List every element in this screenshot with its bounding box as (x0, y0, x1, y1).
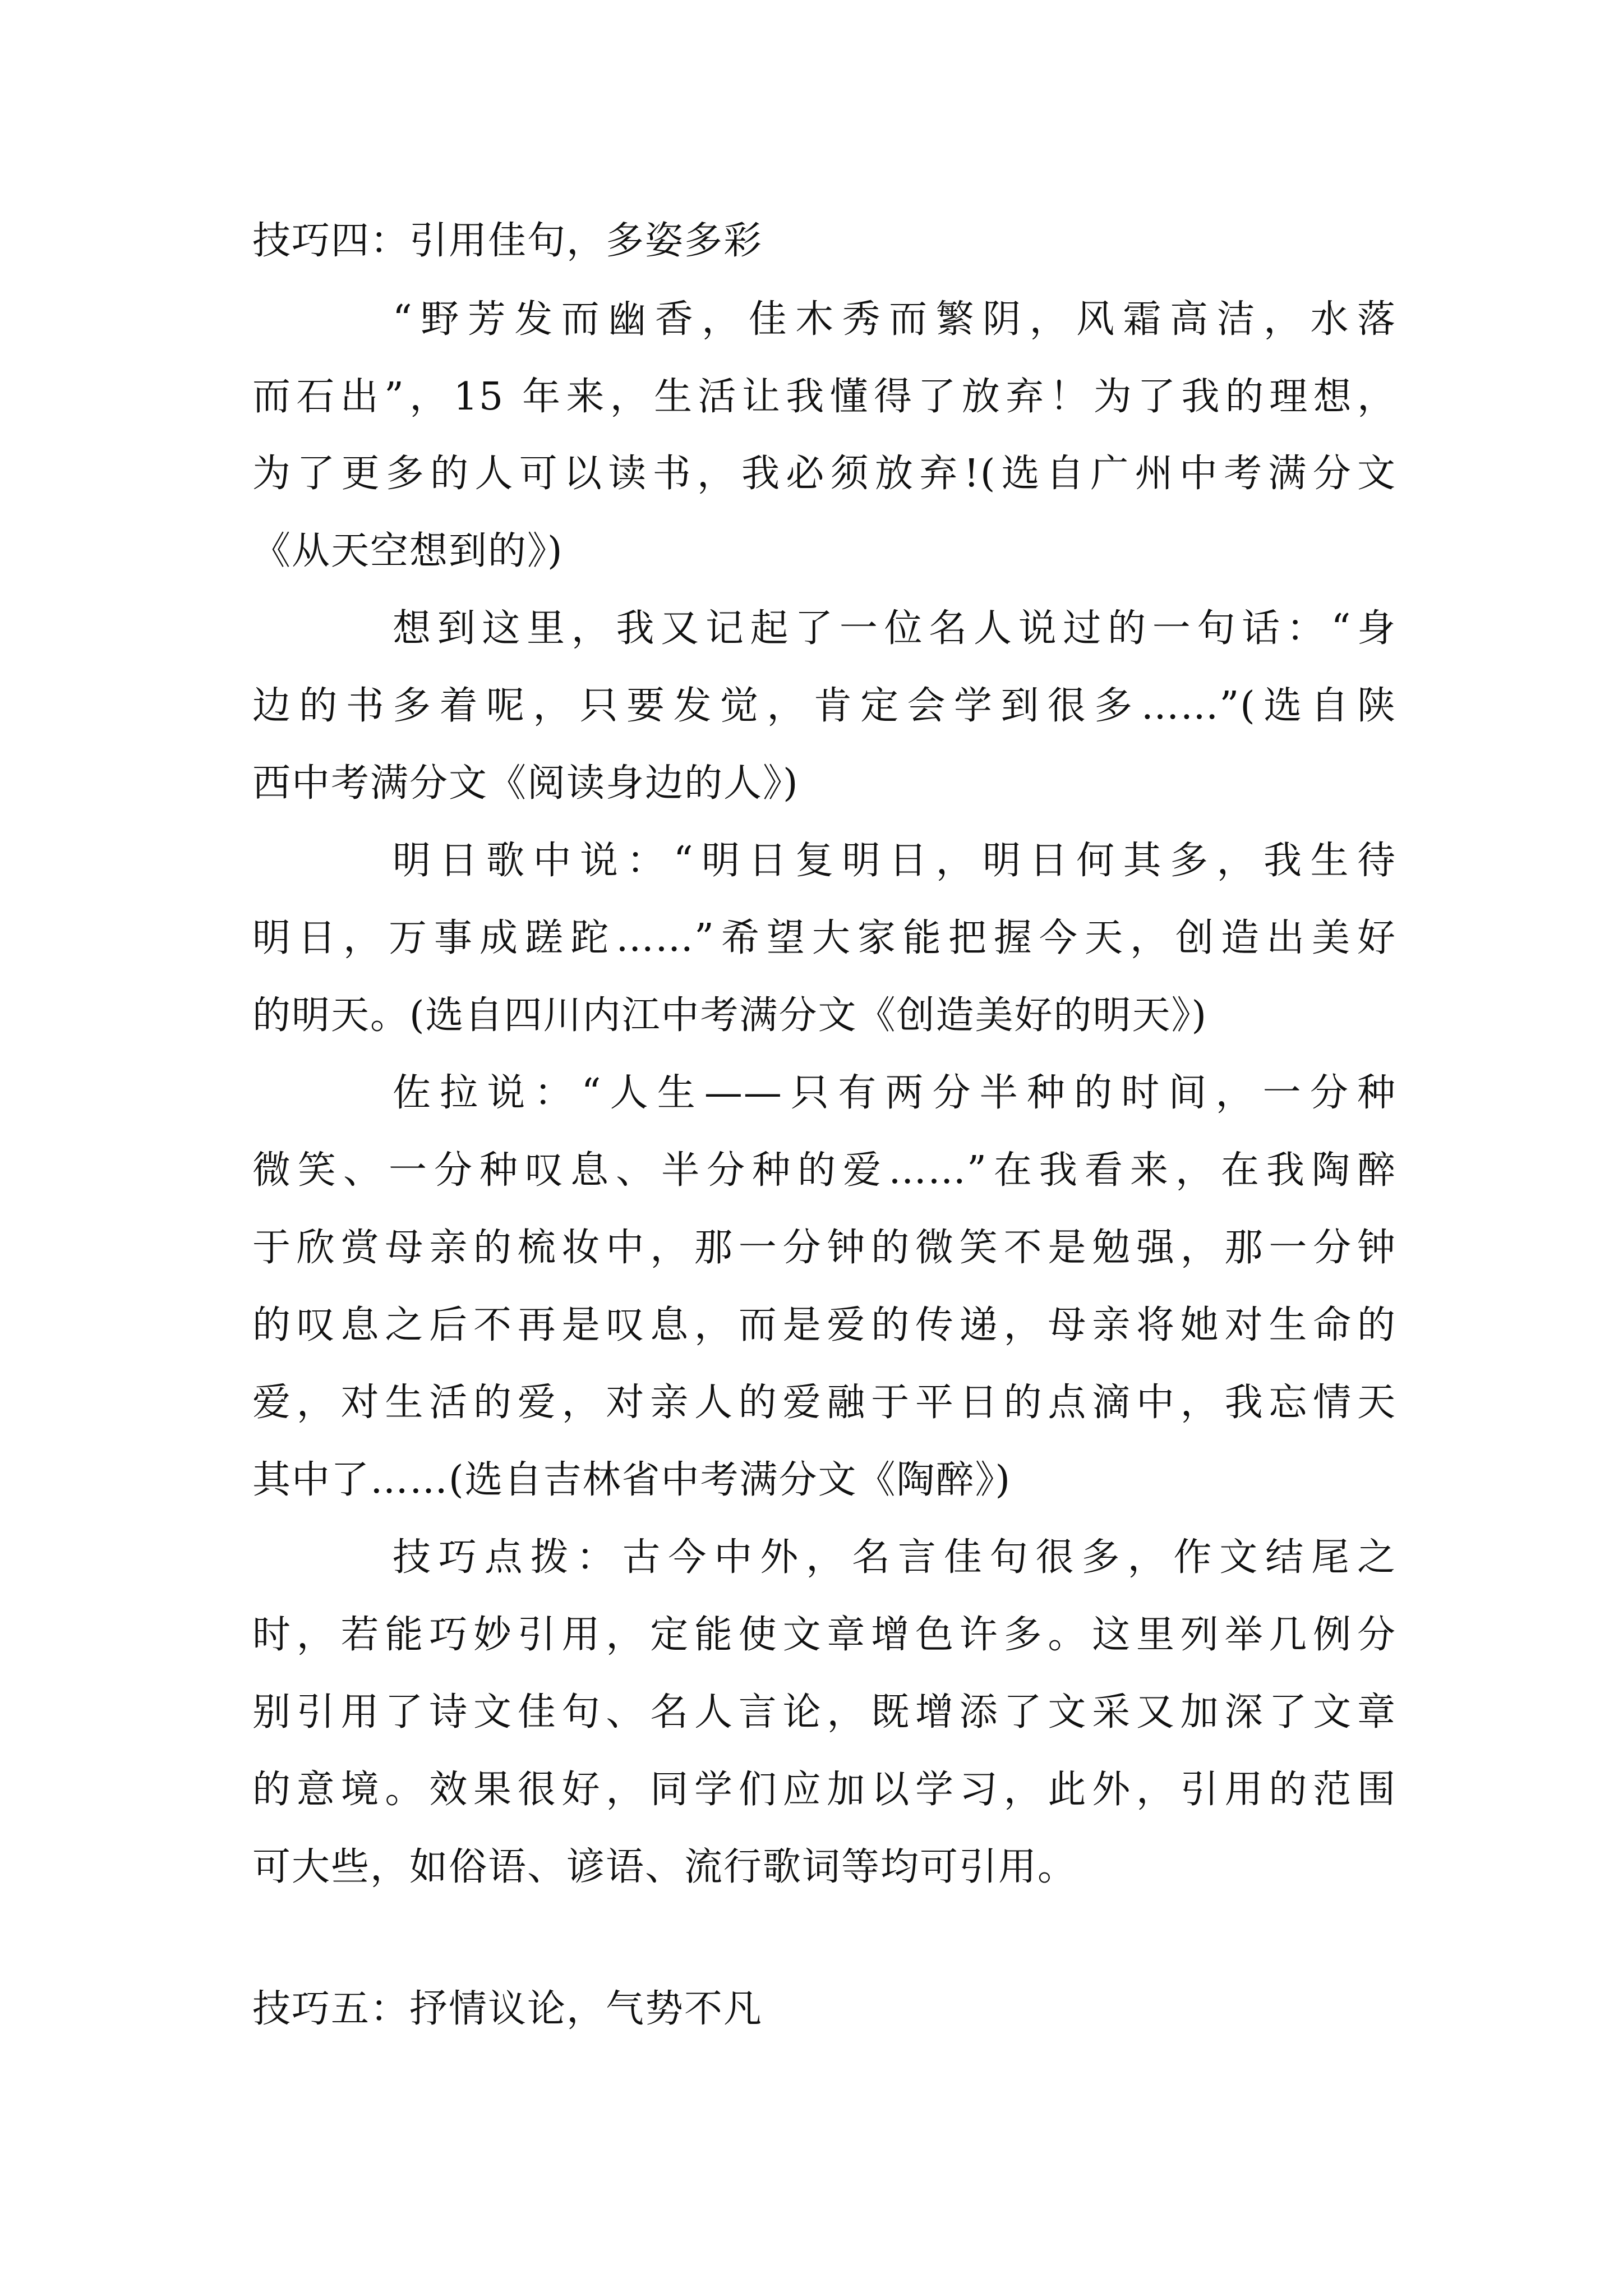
paragraph-line: 的明天。(选自四川内江中考满分文《创造美好的明天》) (252, 993, 1208, 1038)
section-heading-technique-4: 技巧四：引用佳句，多姿多彩 (252, 219, 763, 263)
paragraph-line: 微笑、一分种叹息、半分种的爱……”在我看来，在我陶醉 (252, 1148, 1396, 1193)
paragraph-line: 于欣赏母亲的梳妆中，那一分钟的微笑不是勉强，那一分钟 (252, 1226, 1396, 1270)
paragraph-line: 边的书多着呢，只要发觉，肯定会学到很多……”(选自陕 (252, 684, 1396, 728)
paragraph-line: 的意境。效果很好，同学们应加以学习，此外，引用的范围 (252, 1768, 1396, 1812)
paragraph-line: 爱，对生活的爱，对亲人的爱融于平日的点滴中，我忘情天 (252, 1381, 1396, 1425)
paragraph-line: 别引用了诗文佳句、名人言论，既增添了文采又加深了文章 (252, 1690, 1396, 1734)
section-heading-technique-5: 技巧五：抒情议论，气势不凡 (252, 1987, 763, 2031)
paragraph-line: 《从天空想到的》) (252, 529, 564, 573)
paragraph-line: 时，若能巧妙引用，定能使文章增色许多。这里列举几例分 (252, 1613, 1396, 1657)
paragraph-line: 其中了……(选自吉林省中考满分文《陶醉》) (252, 1458, 1012, 1502)
paragraph-line: 佐拉说：“人生——只有两分半种的时间，一分种 (393, 1071, 1396, 1115)
paragraph-line: 可大些，如俗语、谚语、流行歌词等均可引用。 (252, 1845, 1077, 1889)
paragraph-line: 而石出”，15 年来，生活让我懂得了放弃！为了我的理想， (252, 375, 1396, 419)
paragraph-line: 为了更多的人可以读书，我必须放弃!(选自广州中考满分文 (252, 452, 1396, 496)
paragraph-line: 明日歌中说：“明日复明日，明日何其多，我生待 (393, 839, 1396, 883)
paragraph-line: 想到这里，我又记起了一位名人说过的一句话：“身 (393, 606, 1396, 651)
paragraph-line: 技巧点拨：古今中外，名言佳句很多，作文结尾之 (393, 1535, 1396, 1580)
paragraph-line: 西中考满分文《阅读身边的人》) (252, 761, 799, 806)
paragraph-line: 明日，万事成蹉跎……”希望大家能把握今天，创造出美好 (252, 916, 1396, 960)
paragraph-line: 的叹息之后不再是叹息，而是爱的传递，母亲将她对生命的 (252, 1303, 1396, 1347)
paragraph-line: “野芳发而幽香，佳木秀而繁阴，风霜高洁，水落 (393, 297, 1396, 342)
